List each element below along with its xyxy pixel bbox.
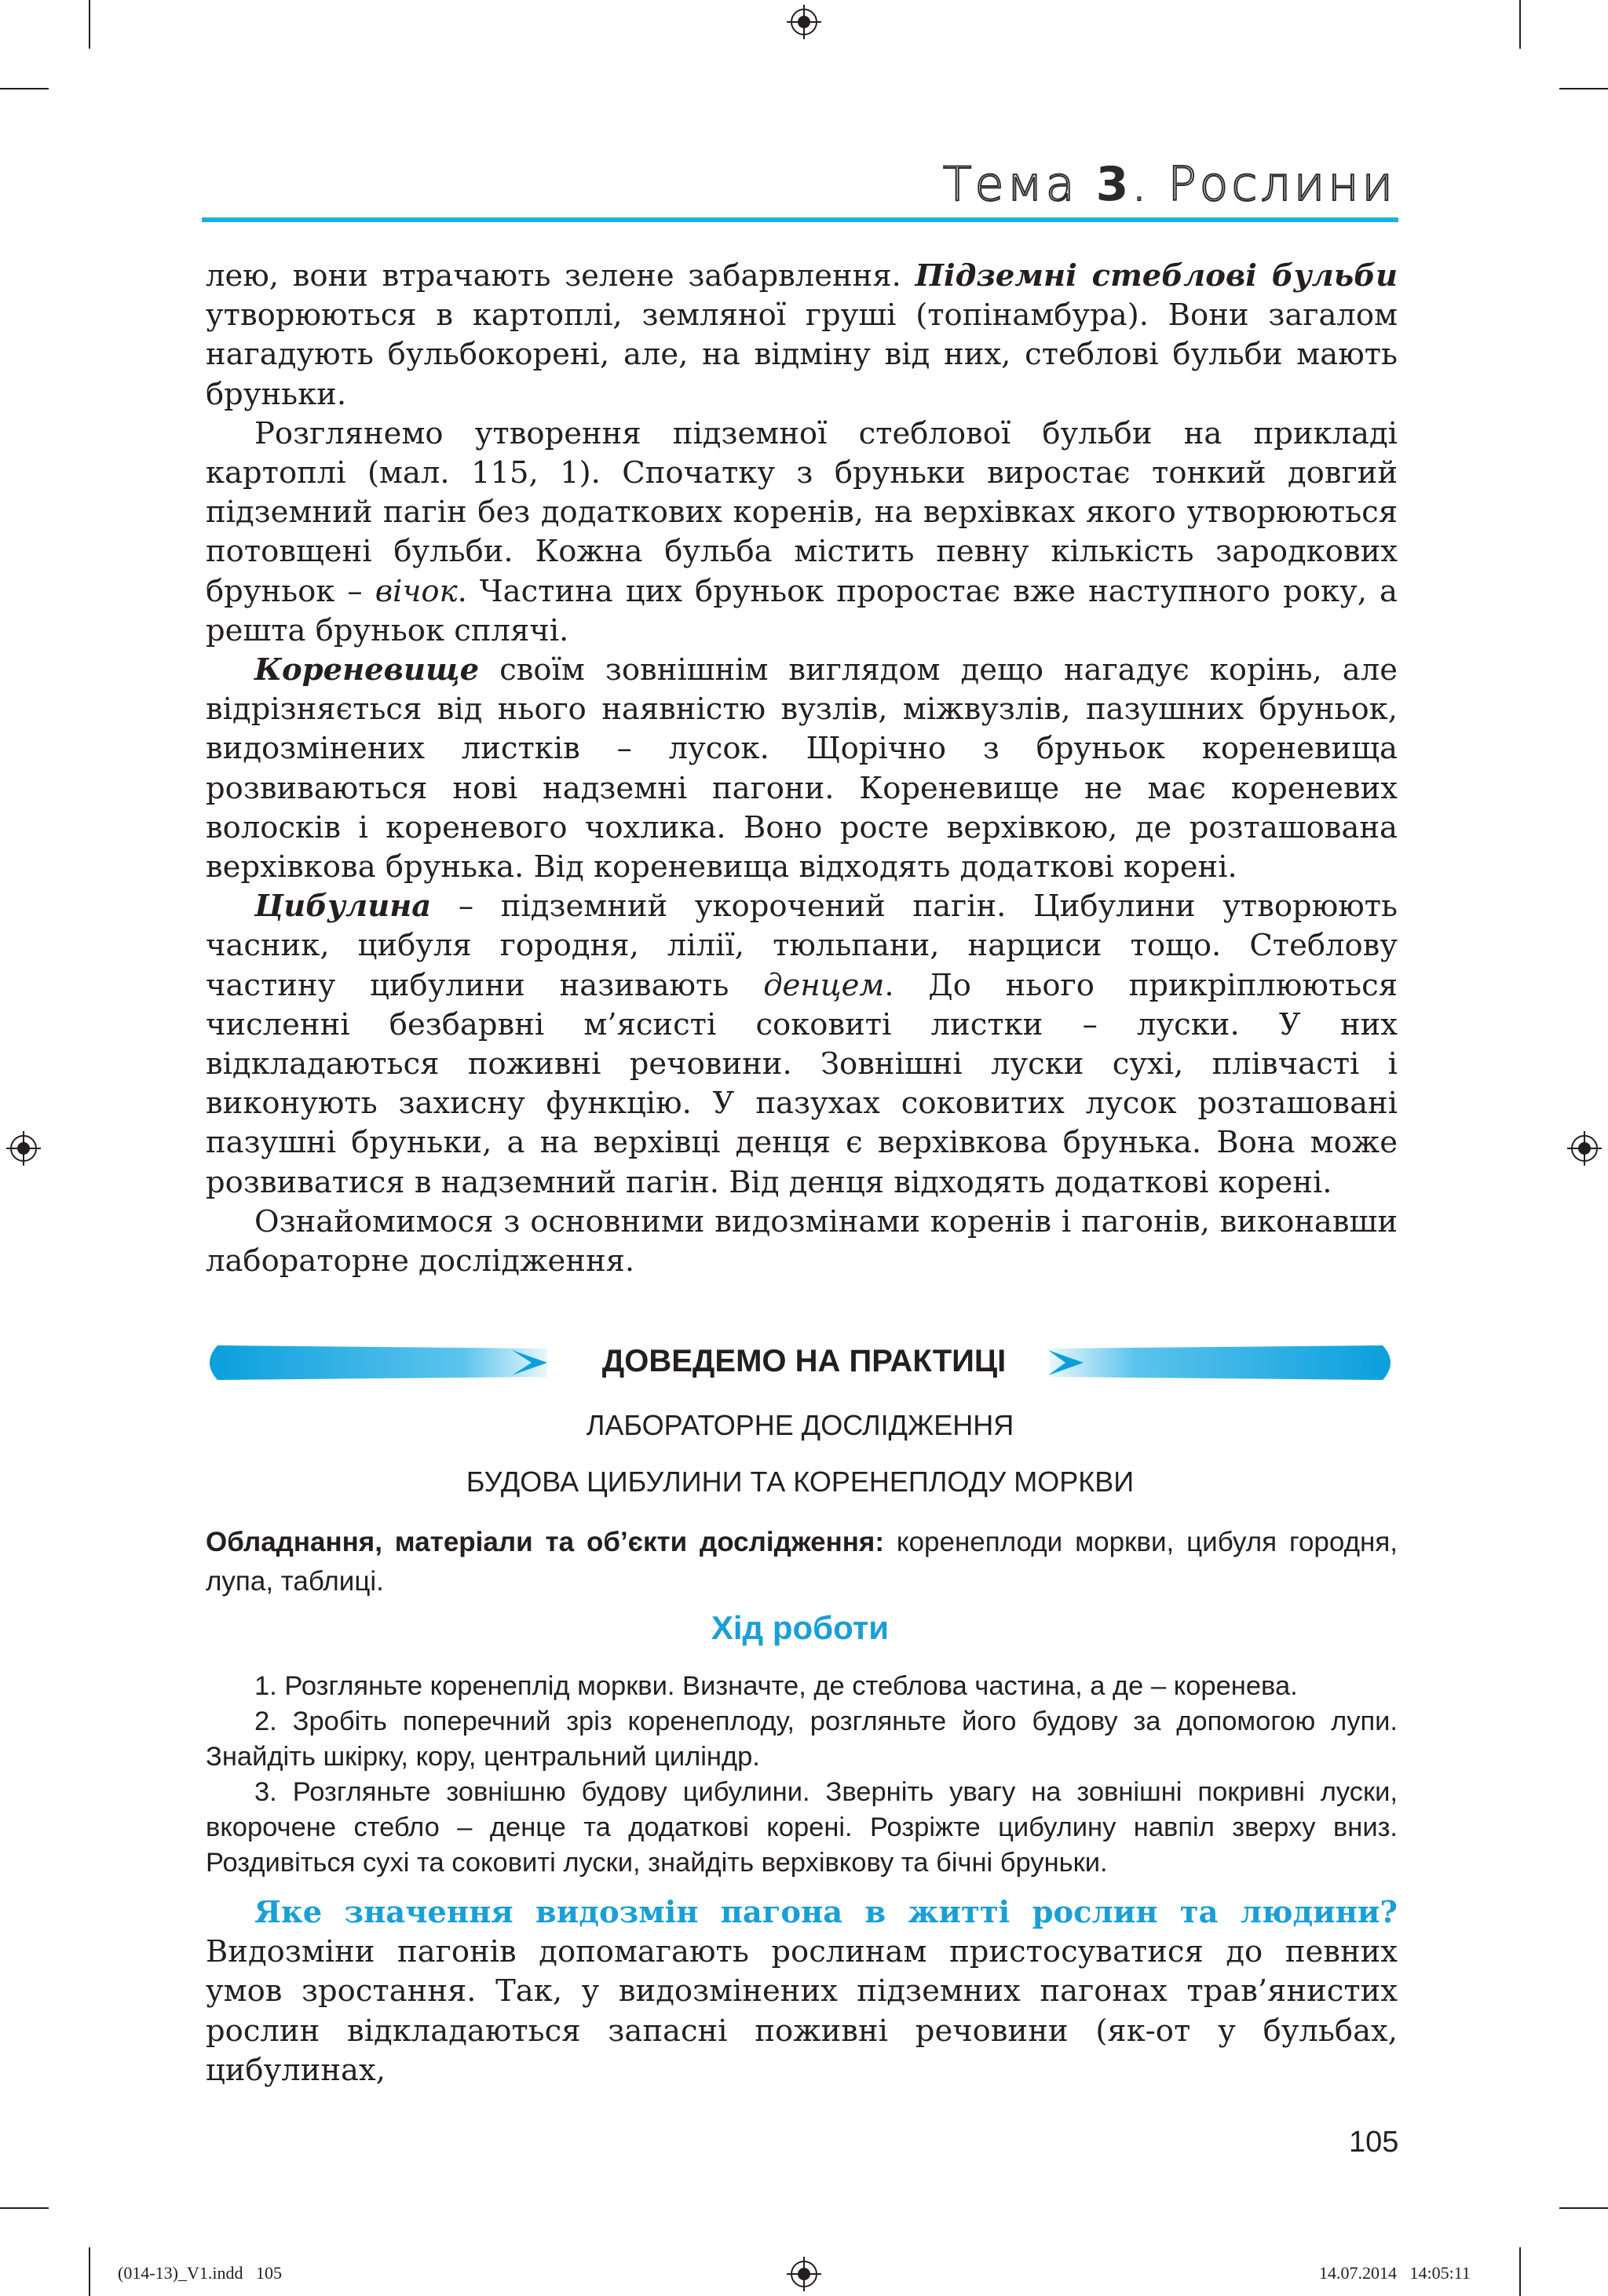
paragraph: Ознайомимося з основними видозмінами коренів і пагонів, виконавши лабораторне дослідження. <box>206 1203 1398 1279</box>
text-run: Розглянемо утворення підземної стеблової бульби на прикладі картоплі (мал. 115, 1). Спочатку з бруньки виростає тонкий довгий підземний пагін без додаткових коренів, на верхівках якого утворюються потовщені бульби. Кожна бульба містить певну кількість зародкових бруньок – <box>206 415 1398 609</box>
paragraph <box>206 651 1398 887</box>
slug-file: (014-13)_V1.indd 105 <box>118 2263 282 2283</box>
text-run: – підземний укорочений пагін. Цибулини утворюють часник, цибуля городня, лілії, тюльпани, нарциси тощо. Стеблову частину цибулини називають <box>206 889 1398 1003</box>
topic-suffix: . Рослини <box>1131 157 1396 212</box>
list-item: 3. Розгляньте зовнішню будову цибулини. Зверніть увагу на зовнішні покривні луски, вкорочене стебло – денце та додаткові корені. Розріжте цибулину навпіл зверху вниз. Роздивіться сухі та соковиті луски, знайдіть верхівкову та бічні бруньки. <box>206 1777 1398 1878</box>
lab-label: ЛАБОРАТОРНЕ ДОСЛІДЖЕННЯ <box>586 1409 1014 1441</box>
text-run: лею, вони втрачають зелене забарвлення. <box>206 258 915 294</box>
crop-mark <box>1559 2207 1608 2209</box>
paragraph <box>206 1893 1398 2090</box>
registration-mark-icon <box>787 5 821 39</box>
paragraph <box>206 257 1398 414</box>
crop-mark <box>1559 88 1608 89</box>
list-item: 1. Розгляньте коренеплід моркви. Визначте, де стеблова частина, а де – коренева. <box>254 1671 1298 1701</box>
topic-number: 3 <box>1095 157 1132 212</box>
slug-date: 14.07.2014 14:05:11 <box>1319 2263 1471 2283</box>
crop-mark <box>89 2247 90 2296</box>
page-number: 105 <box>1349 2126 1399 2159</box>
crop-mark <box>0 2207 49 2209</box>
paragraph <box>206 414 1398 651</box>
term: Цибулина <box>254 889 432 925</box>
topic-header <box>943 157 1396 212</box>
materials-label: Обладнання, матеріали та об’єкти дослідження: <box>206 1527 884 1557</box>
crop-mark <box>1519 2247 1521 2296</box>
crop-mark <box>89 0 90 49</box>
lab-title: БУДОВА ЦИБУЛИНИ ТА КОРЕНЕПЛОДУ МОРКВИ <box>466 1466 1135 1498</box>
crop-mark <box>0 88 49 89</box>
registration-mark-icon <box>1567 1131 1602 1166</box>
answer: Видозміни пагонів допомагають рослинам пристосуватися до певних умов зростання. Так, у видозмінених підземних пагонах трав’янистих рослин відкладаються запасні поживні речовини (як-от у бульбах, цибулинах, <box>206 1934 1398 2088</box>
term: денцем <box>763 967 885 1003</box>
term: вічок <box>375 573 458 609</box>
practice-heading: ДОВЕДЕМО НА ПРАКТИЦІ <box>601 1344 1007 1378</box>
text-run: утворюються в картоплі, земляної груші (топінамбура). Вони загалом нагадують бульбокорені, але, на відміну від них, стеблові бульби мають бруньки. <box>206 297 1398 412</box>
text-run: своїм зовнішнім виглядом дещо нагадує корінь, але відрізняється від нього наявністю вузлів, міжвузлів, пазушних бруньок, видозмінених листків – лусок. Щорічно з бруньок кореневища розвиваються нові надземні пагони. Кореневище не має кореневих волосків і кореневого чохлика. Воно росте верхівкою, де розташована верхівкова брунька. Від кореневища відходять додаткові корені. <box>206 652 1398 885</box>
term: Кореневище <box>254 652 480 688</box>
text-run: . До нього прикріплюються численні безбарвні м’ясисті соковиті листки – луски. У них відкладаються поживні речовини. Зовнішні луски сухі, плівчасті і виконують захисну функцію. У пазухах соковитих лусок розташовані пазушні бруньки, а на верхівці денця є верхівкова брунька. Вона може розвиватися в надземний пагін. Від денця відходять додаткові корені. <box>206 967 1398 1200</box>
materials <box>206 1523 1398 1601</box>
registration-mark-icon <box>787 2257 821 2291</box>
text-run: . Частина цих бруньок проростає вже наступного року, а решта бруньок сплячі. <box>206 573 1398 648</box>
crop-mark <box>1519 0 1521 49</box>
registration-mark-icon <box>6 1131 41 1166</box>
question: Яке значення видозмін пагона в житті рослин та людини? <box>254 1895 1398 1930</box>
procedure-steps <box>206 1669 1398 1881</box>
topic-label: Тема <box>942 157 1078 212</box>
main-text <box>206 257 1398 1281</box>
paragraph <box>206 887 1398 1203</box>
materials-text: коренеплоди моркви, цибуля городня, лупа, таблиці. <box>206 1527 1398 1597</box>
header-rule <box>202 217 1398 222</box>
procedure-title: Хід роботи <box>711 1609 890 1646</box>
list-item: 2. Зробіть поперечний зріз коренеплоду, розгляньте його будову за допомогою лупи. Знайдіть шкірку, кору, центральний циліндр. <box>206 1706 1398 1772</box>
term: Підземні стеблові бульби <box>915 258 1398 294</box>
question-section <box>206 1893 1398 2090</box>
